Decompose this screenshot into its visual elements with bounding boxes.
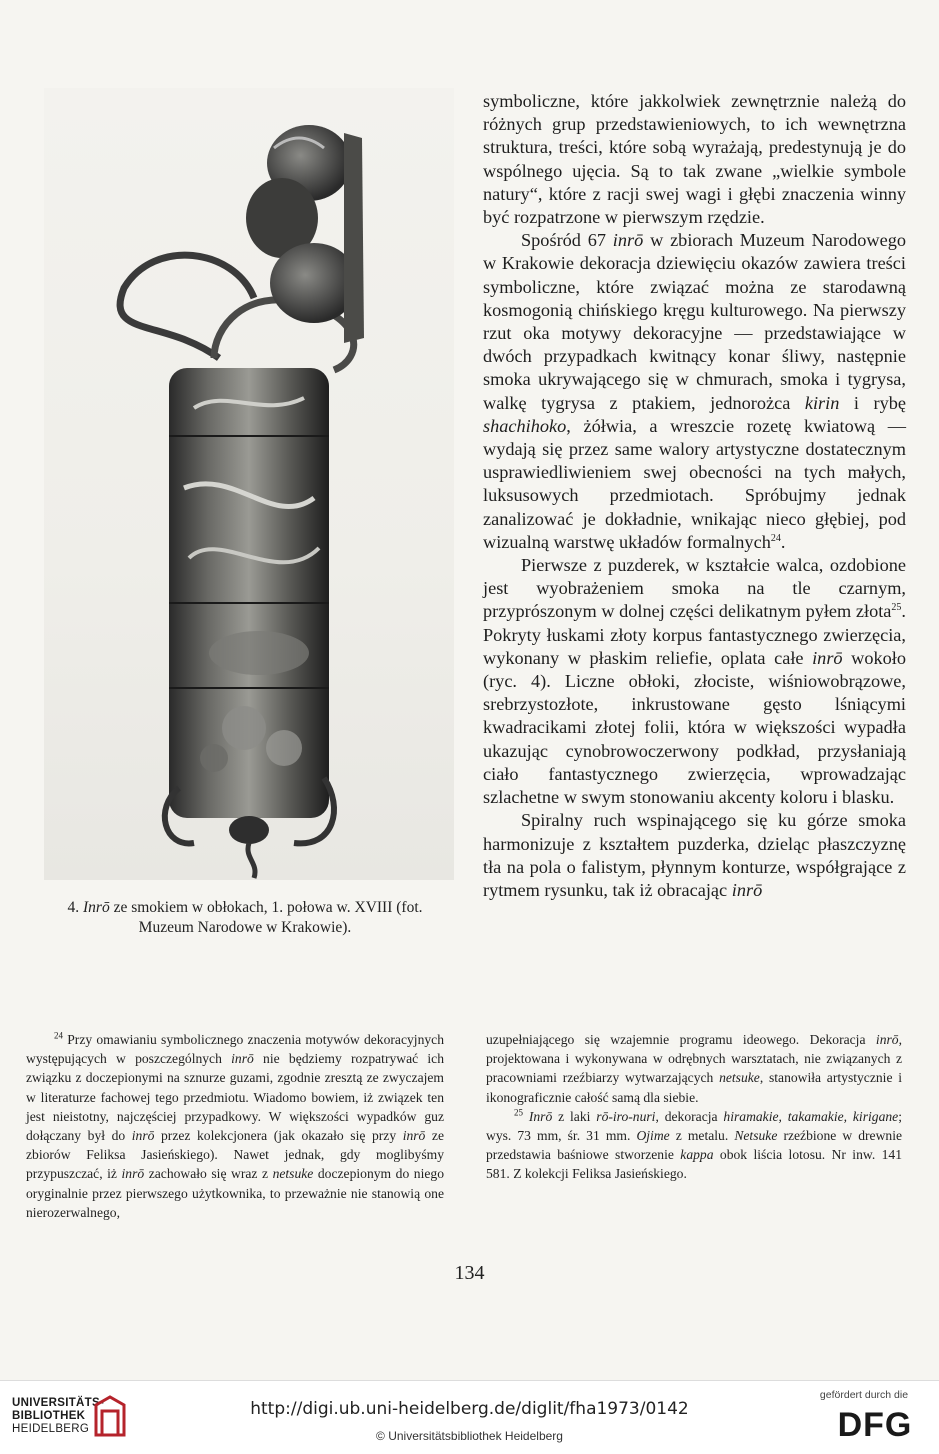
footer-bar — [0, 1380, 939, 1454]
body-paragraph — [483, 90, 906, 229]
italic-term: netsuke — [719, 1070, 760, 1086]
caption-line-1 — [30, 898, 460, 918]
text-run: przez kolekcjonera (jak okazało się przy — [154, 1128, 403, 1144]
body-paragraph — [483, 809, 906, 902]
library-line-2: BIBLIOTHEK — [12, 1410, 86, 1422]
body-paragraph — [483, 554, 906, 809]
inro-image — [44, 88, 454, 880]
footnotes-right — [486, 1030, 902, 1184]
italic-term: inrō — [131, 1128, 155, 1144]
italic-term: inrō — [121, 1166, 145, 1182]
text-run: z laki — [552, 1108, 597, 1124]
caption-line-1-rest: ze smokiem w obłokach, 1. połowa w. XVIII (fot. — [109, 899, 423, 916]
italic-term: hiramakie, takamakie, kirigane — [723, 1108, 899, 1124]
text-run: uzupełniającego się wzajemnie programu ideowego. Dekoracja — [486, 1032, 876, 1047]
figure-caption — [30, 898, 460, 938]
text-run: i rybę — [839, 392, 907, 413]
footnotes-left — [26, 1030, 444, 1222]
italic-term: kappa — [680, 1147, 714, 1163]
caption-label: 4. — [67, 899, 83, 916]
text-run: Spośród 67 — [521, 230, 613, 251]
text-run: z metalu. — [669, 1128, 735, 1144]
text-run: doczepionym do niego oryginalnie przez pierwszego użytkownika, to przeważnie nie stanowią one nierozerwalnego, — [26, 1166, 445, 1220]
italic-term: inrō — [875, 1032, 899, 1047]
italic-term: inrō — [812, 647, 843, 668]
text-run: symboliczne, które jakkolwiek zewnętrznie należą do różnych grup przedstawieniowych, to ich wewnętrzna struktura, treści, które sobą wyrażają, predestynują je do wspólnego ujęcia. Są to tak zwane „wielkie symbole natury“, które z racji swej wagi i głębi znaczenia winny być rozpatrzone w pierwszym rzędzie. — [483, 91, 906, 228]
body-paragraph — [483, 229, 906, 554]
copyright-notice: © Universitätsbibliothek Heidelberg — [376, 1429, 563, 1443]
italic-term: Ojime — [636, 1128, 670, 1144]
text-run: , stanowiła artystycznie i ikonograficznie całość samą dla siebie. — [486, 1070, 902, 1105]
italic-term: inrō — [402, 1128, 426, 1144]
italic-term: rō-iro-nuri — [596, 1108, 656, 1124]
text-run: Pierwsze z puzderek, w kształcie walca, ozdobione jest wyobrażeniem smoka na tle czarnym, przyprószonym w dolnej części delikatnym pyłem złota — [483, 555, 906, 622]
caption-inro: Inrō — [83, 899, 110, 916]
italic-term: shachihoko — [483, 415, 567, 436]
text-run: Przy omawianiu symbolicznego znaczenia motywów dekoracyjnych występujących w poszczególnych — [26, 1032, 444, 1067]
text-run: . — [780, 531, 786, 552]
text-run: Spiralny ruch wspinającego się ku górze smoka harmonizuje z kształtem puzderka, dzieląc płaszczyznę tła na pola o falistym, płynnym konturze, współgrające z rytmem rysunku, tak iż obracając — [483, 810, 906, 900]
italic-term: inrō — [231, 1051, 254, 1067]
footnote-25 — [486, 1107, 902, 1184]
caption-line-2: Muzeum Narodowe w Krakowie). — [138, 919, 352, 936]
footnote-ref: 25 — [514, 1107, 523, 1118]
text-run: , żółwia, a wreszcie rozetę kwiatową — wydają się przez same walory artystyczne dostatecznym usprawiedliwieniem swej obecności na tych małych, luksusowych przedmiotach. Spróbujmy jednak zanalizować je dokładnie, wnikając nieco głębiej, pod wizualną warstwę układów formalnych — [483, 415, 906, 552]
footnote-24-continued — [486, 1030, 902, 1107]
footnote-ref: 24 — [54, 1030, 63, 1041]
text-run: wokoło (ryc. 4). Liczne obłoki, złociste, wiśniowobrązowe, srebrzystozłote, inkrustowane gęsto lśniącymi kwadracikami złotej folii, która w większości wypadła ukazując cynobrowoczerwony podkład, przysłaniają ciało fantastycznego zwierzęcia, wprowadzając szlachetne w swym stonowaniu akcenty koloru i blasku. — [483, 647, 906, 808]
text-run: nie będziemy rozpatrywać ich związku z doczepionymi na sznurze guzami, zgodnie zresztą ze zwyczajem w literaturze fachowej tego przedmiotu. Wiadomo bowiem, iż związek ten jest nieistotny, najczęściej przypadkowy. W większości wypadków guz dołączany był do — [26, 1051, 445, 1144]
dfg-logo: DFG — [837, 1406, 913, 1444]
italic-term: netsuke — [272, 1166, 314, 1182]
italic-term: kirin — [804, 392, 840, 413]
document-url[interactable]: http://digi.ub.uni-heidelberg.de/diglit/fha1973/0142 — [250, 1399, 689, 1419]
library-line-3: HEIDELBERG — [12, 1423, 90, 1435]
text-run: , projektowana i wykonywana w odrębnych warsztatach, nie związanych z pracowniami rzeźbiarzy wytwarzających — [486, 1032, 902, 1086]
text-run: ; wys. 73 mm, śr. 31 mm. — [486, 1108, 902, 1144]
library-line-1: UNIVERSITÄTS- — [12, 1397, 105, 1409]
footnote-ref: 25 — [891, 602, 902, 614]
text-run: ze zbiorów Feliksa Jasieńskiego). Nawet jednak, gdy moglibyśmy przypuszczać, iż — [26, 1128, 444, 1182]
italic-term: inrō — [612, 230, 644, 251]
text-run: zachowało się wraz z — [144, 1166, 273, 1182]
footnote-24 — [26, 1030, 444, 1222]
page-number: 134 — [454, 1262, 485, 1284]
funding-note: gefördert durch die — [819, 1389, 909, 1401]
italic-term: Inrō — [528, 1108, 553, 1124]
inro-photograph — [44, 88, 454, 880]
text-run: obok liścia lotosu. Nr inw. 141 581. Z kolekcji Feliksa Jasieńskiego. — [486, 1147, 902, 1182]
italic-term: Netsuke — [734, 1128, 778, 1144]
text-run: , dekoracja — [655, 1108, 724, 1124]
text-run: . Pokryty łuskami złoty korpus fantastycznego zwierzęcia, wykonany w płaskim reliefie, oplata całe — [483, 601, 906, 668]
text-run: rzeźbione w drewnie przedstawia baśniowe stworzenie — [486, 1128, 903, 1163]
footnote-ref: 24 — [770, 532, 781, 544]
italic-term: inrō — [731, 879, 763, 900]
body-text — [483, 90, 906, 902]
text-run: w zbiorach Muzeum Narodowego w Krakowie dekoracja dziewięciu okazów zawiera treści symboliczne, które związać można ze starodawną kosmogonią chińskiego kręgu kulturowego. Na pierwszy rzut oka motywy dekoracyjne — przedstawiające w dwóch przypadkach kwitnący konar śliwy, następnie smoka ukrywającego się w chmurach, smoka i tygrysa, walkę tygrysa z ptakiem, jednorożca — [483, 230, 906, 413]
